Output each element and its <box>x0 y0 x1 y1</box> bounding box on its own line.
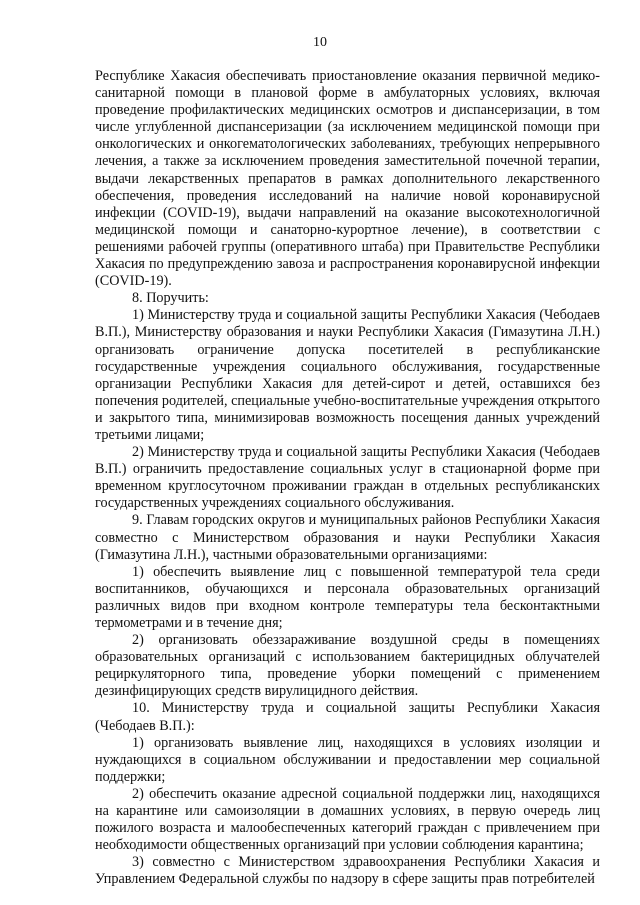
paragraph-item-10-3: 3) совместно с Министерством здравоохранения Республики Хакасия и Управлением Федеральной службы по надзору в сфере защиты прав потребителей <box>95 854 600 888</box>
paragraph-item-8-1: 1) Министерству труда и социальной защиты Республики Хакасия (Чебодаев В.П.), Министерству образования и науки Республики Хакасия (Гимазутина Л.Н.) организовать ограничение допуска посетителей в республиканские государственные учреждения социального обслуживания, государственные организации Республики Хакасия для детей-сирот и детей, оставшихся без попечения родителей, специальные учебно-воспитательные учреждения открытого и закрытого типа, минимизировав возможность посещения данных учреждений третьими лицами; <box>95 307 600 443</box>
paragraph-item-8: 8. Поручить: <box>132 290 209 307</box>
page-number: 10 <box>313 35 327 50</box>
paragraph-item-9-2: 2) организовать обеззараживание воздушной среды в помещениях образовательных организаций с использованием бактерицидных облучателей рециркуляторного типа, проведение уборки помещений с применением дезинфицирующих средств вирулицидного действия. <box>95 632 600 700</box>
paragraph-item-8-2: 2) Министерству труда и социальной защиты Республики Хакасия (Чебодаев В.П.) ограничить предоставление социальных услуг в стационарной форме при временном круглосуточном проживании граждан в отдельных республиканских государственных учреждениях социального обслуживания. <box>95 444 600 512</box>
paragraph-item-10-2: 2) обеспечить оказание адресной социальной поддержки лиц, находящихся на карантине или самоизоляции в домашних условиях, в первую очередь лиц пожилого возраста и малообеспеченных категорий граждан с привлечением при необходимости общественных организаций при условии соблюдения карантина; <box>95 785 600 854</box>
paragraph-item-10: 10. Министерству труда и социальной защиты Республики Хакасия (Чебодаев В.П.): <box>95 700 600 734</box>
paragraph-item-10-1: 1) организовать выявление лиц, находящихся в условиях изоляции и нуждающихся в социальном обслуживании и предоставлении мер социальной поддержки; <box>95 734 600 785</box>
paragraph-item-9-1: 1) обеспечить выявление лиц с повышенной температурой тела среди воспитанников, обучающихся и персонала образовательных организаций различных видов при входном контроле температуры тела бесконтактными термометрами и в течение дня; <box>95 563 600 631</box>
document-body <box>95 68 600 889</box>
paragraph-continuation: Республике Хакасия обеспечивать приостановление оказания первичной медико-санитарной помощи в плановой форме в амбулаторных условиях, включая проведение профилактических медицинских осмотров и диспансеризации, в том числе углубленной диспансеризации (за исключением медицинской помощи при онкологических и онкогематологических заболеваниях, требующих непрерывного лечения, а также за исключением проведения заместительной почечной терапии, выдачи лекарственных препаратов в рамках дополнительного лекарственного обеспечения, проведения исследований на наличие новой коронавирусной инфекции (COVID-19), выдачи направлений на оказание высокотехнологичной медицинской помощи и санаторно-курортное лечение), в соответствии с решениями рабочей группы (оперативного штаба) при Правительстве Республики Хакасия по предупреждению завоза и распространения коронавирусной инфекции (COVID-19). <box>95 68 600 290</box>
paragraph-item-9: 9. Главам городских округов и муниципальных районов Республики Хакасия совместно с Министерством образования и науки Республики Хакасия (Гимазутина Л.Н.), частными образовательными организациями: <box>95 512 600 563</box>
